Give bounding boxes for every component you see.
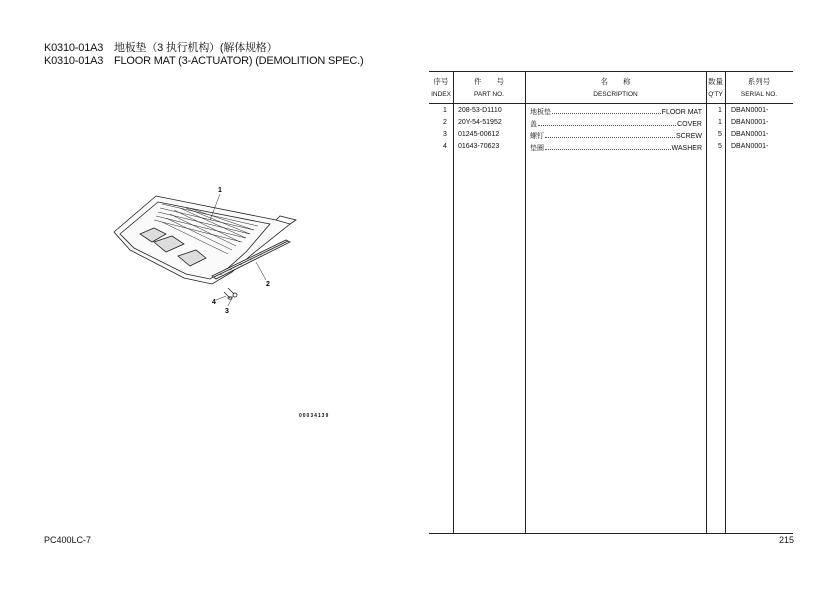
row-qty: 5 xyxy=(718,131,722,138)
row-serial: DBAN0001- xyxy=(731,107,769,114)
row-serial: DBAN0001- xyxy=(731,131,769,138)
column-header-part-no-cn: 件 号 xyxy=(474,77,504,86)
row-serial: DBAN0001- xyxy=(731,119,769,126)
page-number: 215 xyxy=(779,535,795,545)
row-index: 1 xyxy=(443,107,447,114)
row-desc-en: WASHER xyxy=(671,145,702,152)
column-divider xyxy=(453,71,454,533)
row-serial: DBAN0001- xyxy=(731,143,769,150)
column-divider xyxy=(725,71,726,533)
column-header-part-no: PART NO. xyxy=(474,91,504,98)
column-header-index: INDEX xyxy=(431,91,451,98)
illustration-ref-code: 00034139 xyxy=(299,413,330,419)
row-qty: 1 xyxy=(718,107,722,114)
row-part-no: 01643-70623 xyxy=(458,143,500,150)
row-part-no: 20Y-54-51952 xyxy=(458,119,502,126)
row-desc-en: SCREW xyxy=(675,133,702,140)
table-top-rule xyxy=(429,71,793,72)
row-desc-cn: 地板垫 xyxy=(530,109,551,116)
column-header-description: DESCRIPTION xyxy=(593,91,638,98)
callout-4: 4 xyxy=(212,299,216,306)
row-qty: 1 xyxy=(718,119,722,126)
column-header-qty-cn: 数量 xyxy=(708,77,723,86)
column-divider xyxy=(525,71,526,533)
machine-model: PC400LC-7 xyxy=(44,535,92,545)
row-desc-en: COVER xyxy=(677,121,702,128)
row-index: 2 xyxy=(443,119,447,126)
column-header-serial: SERIAL NO. xyxy=(740,91,778,98)
row-qty: 5 xyxy=(718,143,722,150)
callout-3: 3 xyxy=(225,308,229,315)
row-part-no: 01245-00612 xyxy=(458,131,500,138)
column-header-serial-cn: 系列号 xyxy=(747,77,771,86)
callout-2: 2 xyxy=(266,281,270,288)
row-desc-en: FLOOR MAT xyxy=(661,109,702,116)
callout-1: 1 xyxy=(218,187,222,194)
column-divider xyxy=(706,71,707,533)
row-description xyxy=(530,119,702,129)
table-header-rule xyxy=(429,103,793,104)
row-desc-cn: 螺钉 xyxy=(530,133,544,140)
row-desc-cn: 垫圈 xyxy=(530,145,544,152)
row-index: 4 xyxy=(443,143,447,150)
row-description xyxy=(530,107,702,117)
page-title-cn: K0310-01A3 地板垫（3 执行机构）(解体规格） xyxy=(44,42,278,54)
page-title-en: K0310-01A3 FLOOR MAT (3-ACTUATOR) (DEMOLITION SPEC.) xyxy=(44,55,364,67)
row-desc-cn: 盖 xyxy=(530,121,537,128)
column-header-qty: Q'TY xyxy=(708,91,723,98)
column-header-index-cn: 序号 xyxy=(433,77,449,86)
table-bottom-rule xyxy=(429,533,793,534)
column-header-description-cn: 名 称 xyxy=(600,77,631,86)
row-part-no: 208-53-D1110 xyxy=(458,107,502,114)
floor-mat-illustration xyxy=(100,180,340,320)
row-description xyxy=(530,131,702,141)
row-index: 3 xyxy=(443,131,447,138)
row-description xyxy=(530,143,702,153)
